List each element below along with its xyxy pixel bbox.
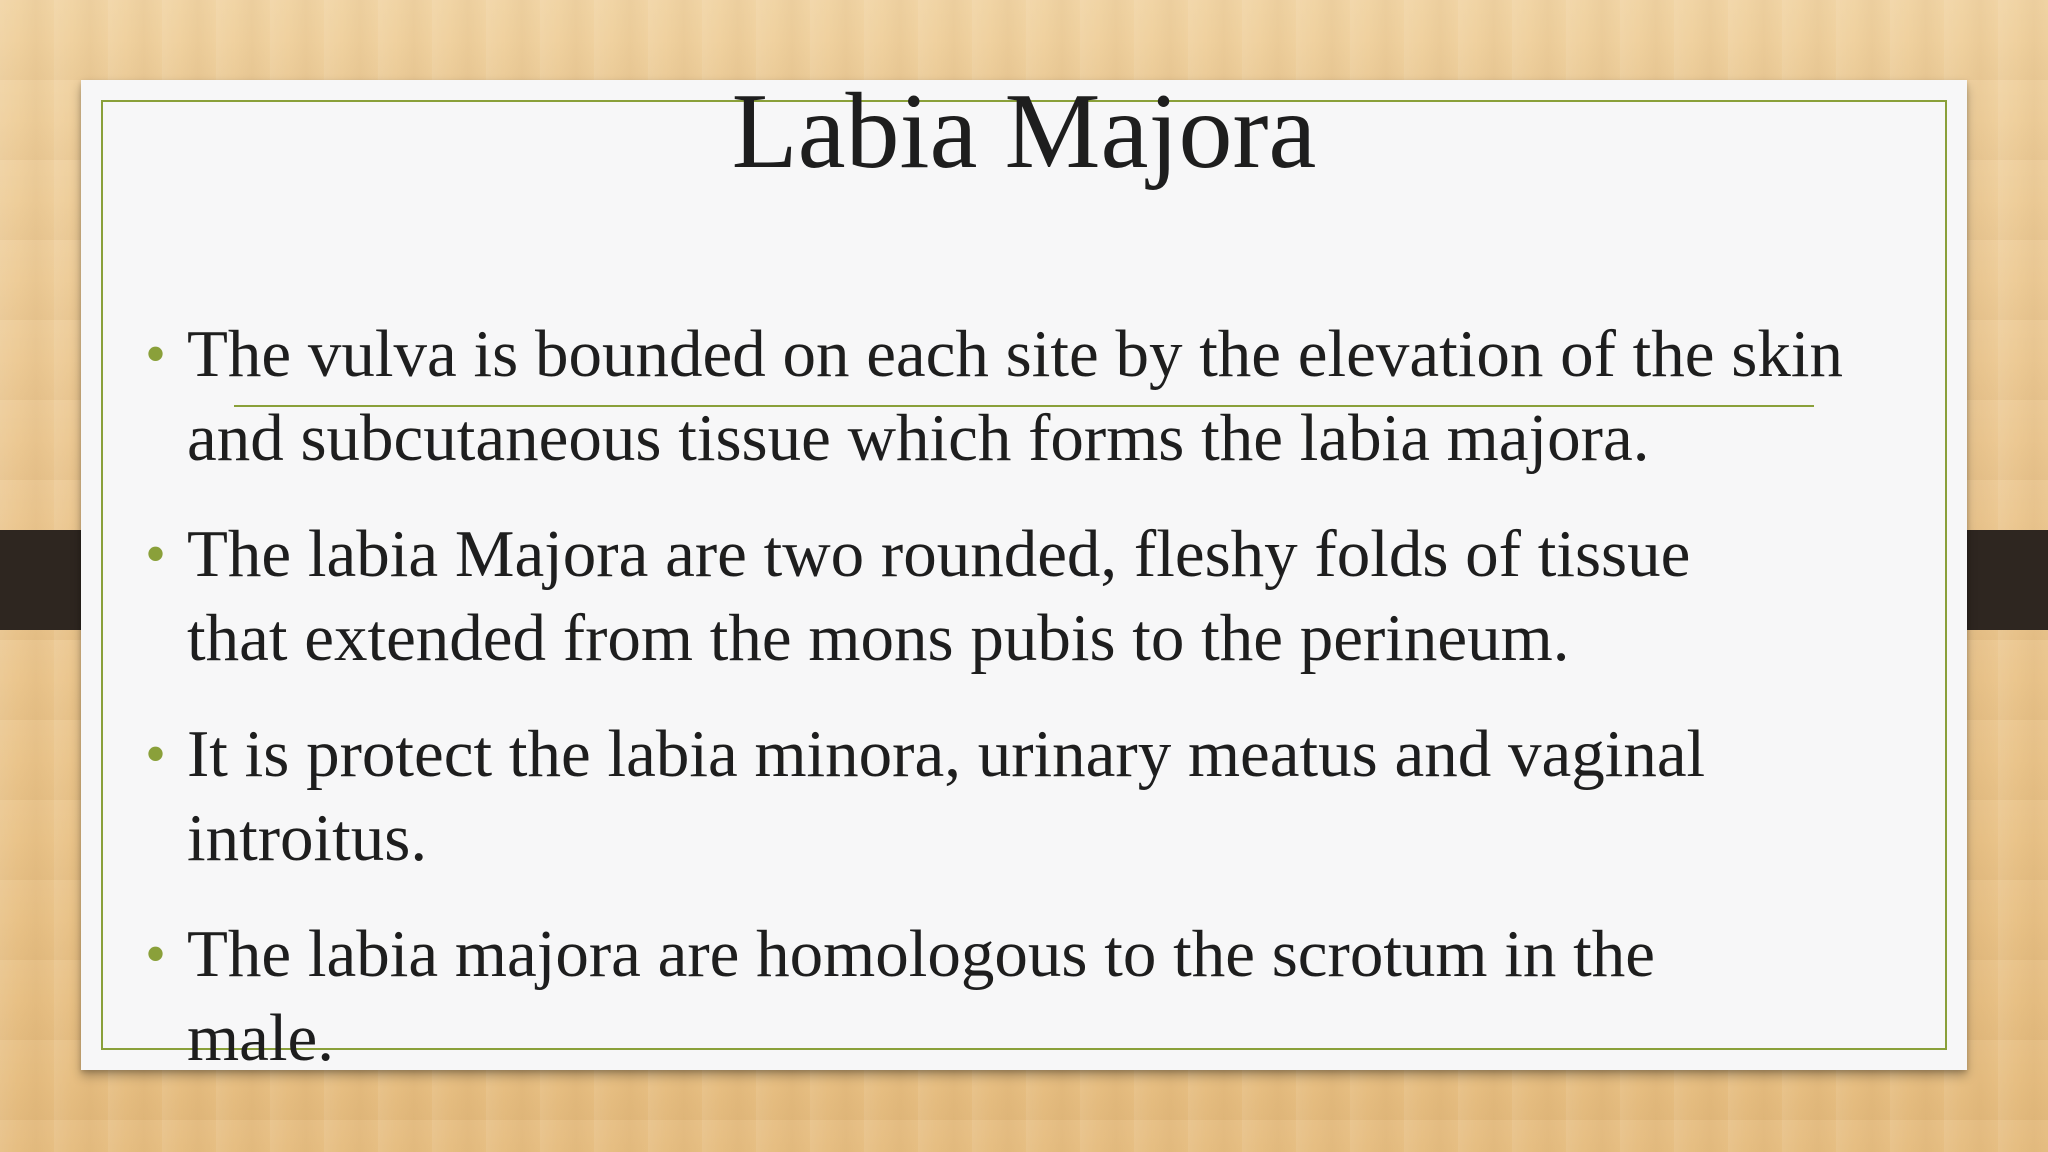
bullet-item xyxy=(145,312,1907,480)
bullet-text: It is protect the labia minora, urinary meatus and vaginal introitus. xyxy=(187,717,1706,875)
bullet-text: The labia majora are homologous to the scrotum in the male. xyxy=(187,917,1656,1075)
bullet-text: The labia Majora are two rounded, fleshy folds of tissue that extended from the mons pubis to the perineum. xyxy=(187,517,1691,675)
bullet-item xyxy=(145,712,1907,880)
bullet-dot-icon: • xyxy=(145,921,167,987)
bullet-dot-icon: • xyxy=(145,521,167,587)
bullet-list xyxy=(145,312,1907,1112)
slide-card xyxy=(81,72,1967,1075)
bullet-dot-icon: • xyxy=(145,721,167,787)
bullet-dot-icon: • xyxy=(145,321,167,387)
bullet-item xyxy=(145,912,1907,1080)
bullet-item xyxy=(145,512,1907,680)
slide-title: Labia Majora xyxy=(731,72,1317,191)
bullet-text: The vulva is bounded on each site by the elevation of the skin and subcutaneous tissue which forms the labia majora. xyxy=(187,317,1843,475)
